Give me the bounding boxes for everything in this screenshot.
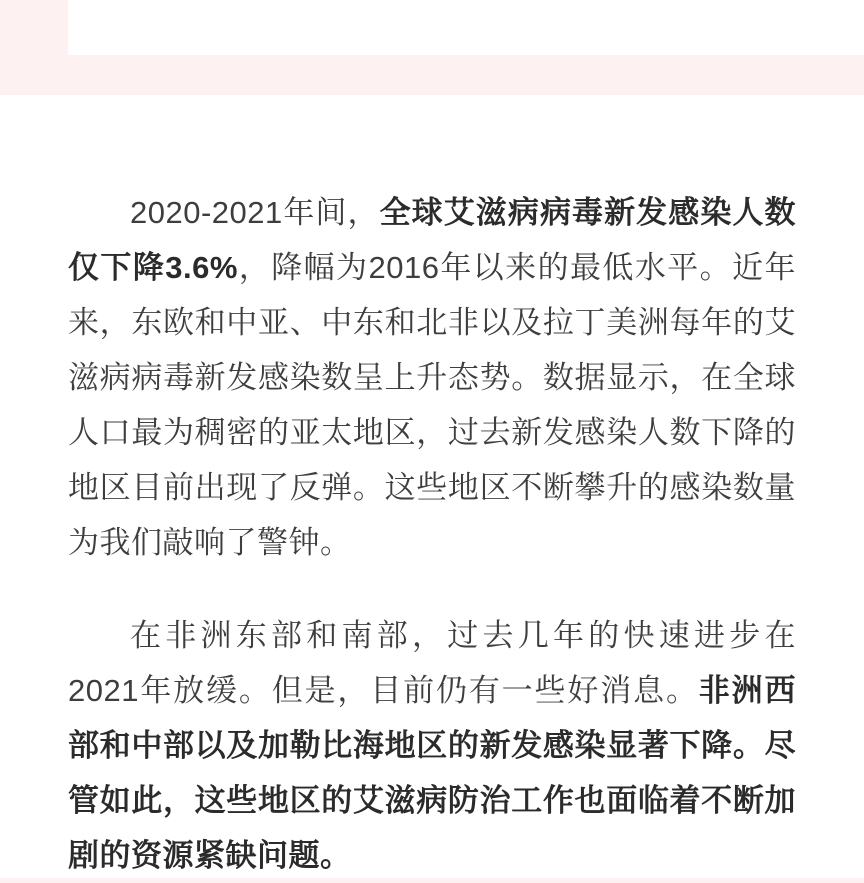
paragraph-2-run-1: 在非洲东部和南部，过去几年的快速进步在2021年放缓。但是，目前仍有一些好消息。	[68, 618, 796, 708]
article-body	[68, 185, 796, 883]
paragraph-1	[68, 185, 796, 570]
paragraph-1-run-3: ，降幅为2016年以来的最低水平。近年来，东欧和中亚、中东和北非以及拉丁美洲每年的艾滋病病毒新发感染数呈上升态势。数据显示，在全球人口最为稠密的亚太地区，过去新发感染人数下降的地区目前出现了反弹。这些地区不断攀升的感染数量为我们敲响了警钟。	[68, 250, 796, 560]
page-top-white-strip	[68, 0, 864, 55]
paragraph-2	[68, 608, 796, 883]
paragraph-2-run-2-bold: 非洲西部和中部以及加勒比海地区的新发感染显著下降。尽管如此，这些地区的艾滋病防治工作也面临着不断加剧的资源紧缺问题。	[68, 673, 796, 873]
paragraph-1-run-1: 2020-2021年间，	[130, 195, 380, 230]
paragraph-1-run-2-bold: 全球艾滋病病毒新发感染人数仅下降3.6%	[68, 195, 796, 285]
